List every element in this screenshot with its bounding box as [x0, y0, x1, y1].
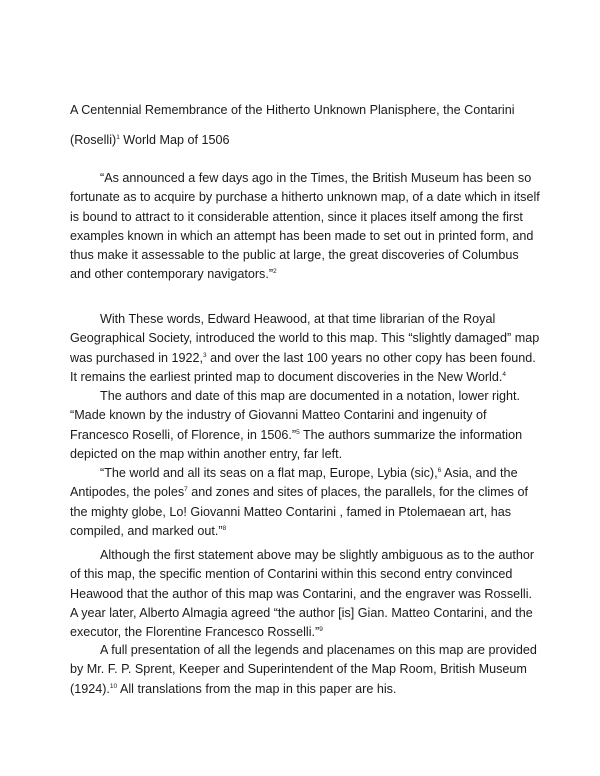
footnote-ref-10: 10: [109, 682, 118, 690]
paragraph-map-inscription: [70, 464, 540, 541]
footnote-ref-5: 5: [296, 428, 300, 436]
paragraph-authorship: [70, 546, 540, 642]
paragraph-text: The authors and date of this map are documented in a notation, lower right. “Made known by the industry of Giovanni Matteo Contarini and ingenuity of Francesco Roselli, of Florence, in 1506.”: [70, 389, 521, 442]
title-line-2-text: (Roselli): [70, 133, 117, 147]
title-line-1: A Centennial Remembrance of the Hitherto Unknown Planisphere, the Contarini: [70, 103, 515, 117]
paragraph-text: With These words, Edward Heawood, at that time librarian of the Royal Geographical Society, introduced the world to this map. This “slightly damaged” map was purchased in 1922,: [70, 312, 540, 365]
paragraph-text: The authors summarize the information depicted on the map within another entry, far left.: [70, 427, 523, 461]
paragraph-text: and over the last 100 years no other copy has been found. It remains the earliest printed map to document discoveries in the New World.: [70, 350, 536, 384]
paragraph-text: “The world and all its seas on a flat map, Europe, Lybia (sic),: [100, 466, 438, 480]
paragraph-text: Asia, and the Antipodes, the poles: [70, 466, 518, 500]
footnote-ref-3: 3: [203, 351, 207, 359]
footnote-ref-7: 7: [184, 486, 188, 494]
footnote-ref-6: 6: [437, 467, 442, 474]
paragraph-text: and zones and sites of places, the parallels, for the climes of the mighty globe, Lo! Giovanni Matteo Contarini , famed in Ptolemaean art, has compiled, and marked out.”: [70, 485, 528, 538]
title-line-2: [70, 125, 540, 155]
paragraph-quote-heawood: [70, 169, 540, 285]
footnote-ref-1: 1: [116, 134, 120, 141]
paragraph-text: Although the first statement above may be slightly ambiguous as to the author of this map, the specific mention of Contarini within this second entry convinced Heawood that the author of this map was Contarini, and the engraver was Rosselli. A year later, Alberto Almagia agreed “the author [is] Gian. Matteo Contarini, and the executor, the Florentine Francesco Rosselli.”: [70, 548, 535, 640]
footnote-ref-4: 4: [502, 370, 506, 378]
paragraph-text: A full presentation of all the legends and placenames on this map are provided by Mr. F. P. Sprent, Keeper and Superintendent of the Map Room, British Museum (1924).: [70, 643, 537, 696]
paragraph-heawood-intro: [70, 310, 540, 387]
paragraph-translations: [70, 641, 540, 699]
footnote-ref-2: 2: [273, 268, 277, 276]
title-line-2-suffix: World Map of 1506: [119, 133, 230, 147]
document-title: [70, 95, 540, 155]
footnote-ref-9: 9: [319, 626, 323, 634]
paragraph-text: All translations from the map in this paper are his.: [117, 681, 397, 696]
paragraph-text: “As announced a few days ago in the Times, the British Museum has been so fortunate as to acquire by purchase a hitherto unknown map, of a date which in itself is bound to attract to it considerable attention, since it places itself among the first examples known in which an attempt has been made to set out in printed form, and thus make it assessable to the public at large, the great discoveries of Columbus and other contemporary navigators.”: [70, 171, 540, 282]
paragraph-authors-date: [70, 387, 540, 464]
footnote-ref-8: 8: [222, 524, 227, 532]
